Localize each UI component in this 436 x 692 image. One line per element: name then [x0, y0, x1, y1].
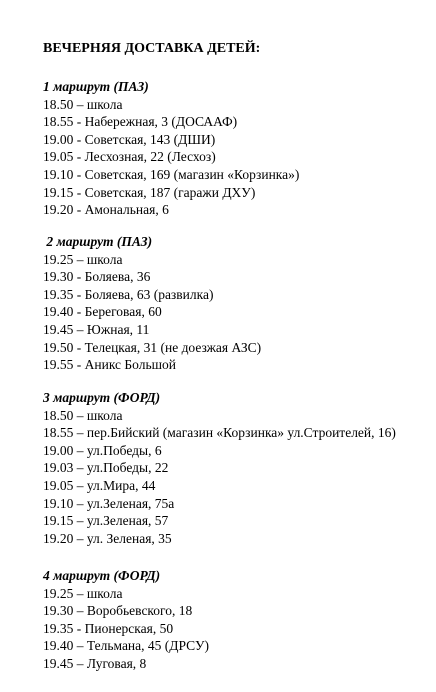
- route-1-stop: 19.05 - Лесхозная, 22 (Лесхоз): [43, 149, 216, 165]
- route-1-stop: 19.20 - Амональная, 6: [43, 202, 169, 218]
- route-1-stop: 19.10 - Советская, 169 (магазин «Корзинка»): [43, 166, 300, 182]
- route-2-stop: 19.45 – Южная, 11: [43, 321, 150, 337]
- route-1-stop: 18.55 - Набережная, 3 (ДОСААФ): [43, 114, 238, 130]
- route-2-heading: 2 маршрут (ПАЗ): [43, 234, 153, 249]
- document-title: ВЕЧЕРНЯЯ ДОСТАВКА ДЕТЕЙ:: [43, 41, 261, 56]
- route-3-stop: 18.50 – школа: [43, 407, 123, 423]
- route-3-stop: 18.55 – пер.Бийский (магазин «Корзинка» ул.Строителей, 16): [43, 425, 396, 441]
- route-4-stop: 19.45 – Луговая, 8: [43, 655, 147, 671]
- route-1-block: [0, 78, 436, 219]
- route-3-stop: 19.15 – ул.Зеленая, 57: [43, 513, 169, 529]
- route-4-block: [0, 567, 436, 673]
- route-3-heading: 3 маршрут (ФОРД): [43, 390, 161, 405]
- route-3-stop: 19.20 – ул. Зеленая, 35: [43, 530, 172, 546]
- route-4-stop: 19.25 – школа: [43, 585, 123, 601]
- route-2-stop: 19.50 - Телецкая, 31 (не доезжая АЗС): [43, 339, 262, 355]
- route-4-stop: 19.40 – Тельмана, 45 (ДРСУ): [43, 638, 210, 654]
- route-1-stop: 19.00 - Советская, 143 (ДШИ): [43, 131, 216, 147]
- route-2-stop: 19.40 - Береговая, 60: [43, 304, 162, 320]
- route-2-stop: 19.25 – школа: [43, 251, 123, 267]
- route-1-heading: 1 маршрут (ПАЗ): [43, 79, 149, 94]
- route-1-stop: 18.50 – школа: [43, 96, 123, 112]
- route-2-stop: 19.55 - Аникс Большой: [43, 357, 176, 373]
- route-1-stop: 19.15 - Советская, 187 (гаражи ДХУ): [43, 184, 256, 200]
- route-3-stop: 19.05 – ул.Мира, 44: [43, 477, 156, 493]
- route-3-stop: 19.10 – ул.Зеленая, 75а: [43, 495, 175, 511]
- route-3-block: [0, 389, 436, 547]
- route-3-stop: 19.00 – ул.Победы, 6: [43, 442, 162, 458]
- route-4-stop: 19.35 - Пионерская, 50: [43, 620, 174, 636]
- route-2-stop: 19.35 - Боляева, 63 (развилка): [43, 286, 214, 302]
- route-4-stop: 19.30 – Воробьевского, 18: [43, 603, 193, 619]
- route-2-block: [0, 233, 436, 374]
- route-4-heading: 4 маршрут (ФОРД): [43, 568, 161, 583]
- route-3-stop: 19.03 – ул.Победы, 22: [43, 460, 169, 476]
- route-2-stop: 19.30 - Боляева, 36: [43, 269, 151, 285]
